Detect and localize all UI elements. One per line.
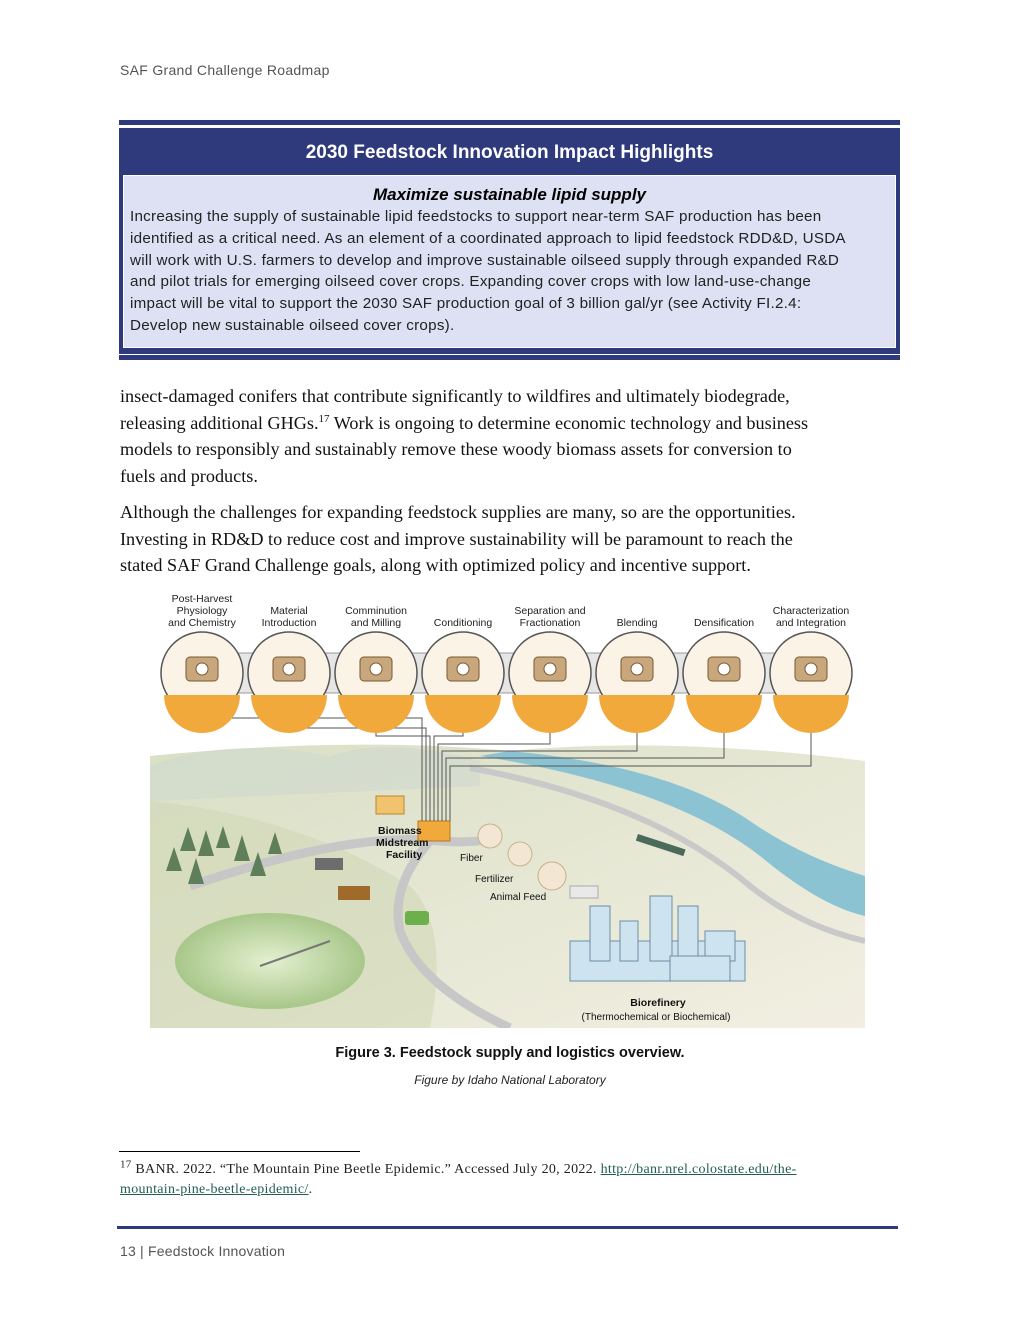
log-truck — [315, 858, 343, 870]
stage-label: Separation and — [514, 605, 586, 617]
callout-line: Develop new sustainable oilseed cover crops). — [130, 316, 455, 334]
process-stages — [161, 593, 852, 733]
footer-rule — [117, 1226, 898, 1229]
stage-base — [686, 695, 762, 733]
body-line: models to responsibly and sustainably remove these woody biomass assets for conversion to — [120, 439, 792, 459]
stage-label: Post-Harvest — [171, 593, 233, 605]
body-line: releasing additional GHGs.$^{17}$ Work is ongoing to determine economic technology and business — [120, 412, 809, 433]
body-line: fuels and products. — [120, 465, 258, 486]
midstream-label-line: Facility — [386, 849, 423, 861]
body-line: Investing in RD&D to reduce cost and improve sustainability will be paramount to reach the — [120, 528, 793, 549]
stage-base — [425, 695, 501, 733]
fiber-label: Fiber — [460, 853, 483, 864]
callout-body-text — [130, 206, 900, 337]
microscope-icon — [186, 657, 218, 681]
body-line: insect-damaged conifers that contribute significantly to wildfires and ultimately biodegrade, — [120, 386, 790, 406]
pellets-icon — [708, 657, 740, 681]
stage-5 — [596, 617, 678, 733]
feedstock-logistics-figure — [150, 586, 865, 1028]
stage-3 — [422, 617, 504, 733]
stage-label: and Chemistry — [168, 617, 236, 629]
stage-label: Fractionation — [519, 617, 581, 629]
storage-facility-icon — [376, 796, 404, 814]
footnote-ref[interactable]: 17 — [318, 412, 330, 425]
crop-truck — [405, 911, 429, 925]
callout-line: Increasing the supply of sustainable lipid feedstocks to support near-term SAF production has been — [130, 208, 822, 225]
fiber-icon — [478, 824, 502, 848]
blend-arrows-icon — [621, 657, 653, 681]
wood-chips-icon — [360, 657, 392, 681]
monitor-icon — [795, 657, 827, 681]
biorefinery-sublabel: (Thermochemical or Biochemical) — [581, 1012, 731, 1023]
midstream-label-line: Biomass — [378, 825, 422, 837]
stage-2 — [335, 605, 417, 733]
page-footer: 13 | Feedstock Innovation — [120, 1243, 286, 1259]
callout-line: will work with U.S. farmers to develop and improve sustainable oilseed supply through expanded R&D — [130, 251, 840, 269]
figure-credit: Figure by Idaho National Laboratory — [414, 1073, 606, 1087]
stage-label: Material — [270, 605, 308, 617]
animal-feed-icon — [538, 862, 566, 890]
callout-bottom-rule — [119, 355, 900, 360]
stage-base — [164, 695, 240, 733]
footnote-separator — [119, 1151, 360, 1152]
impact-highlights-callout — [119, 120, 900, 360]
midstream-label-line: Midstream — [376, 837, 429, 849]
footnote: $^{17}$ BANR. 2022. “The Mountain Pine Beetle Epidemic.” Accessed July 20, 2022. http://banr.nrel.colostate.edu/the- mountain-pine-beetle-epidemic/. — [120, 1158, 797, 1197]
stage-6 — [683, 617, 765, 733]
biorefinery-label: Biorefinery — [630, 997, 686, 1009]
callout-line: and pilot trials for emerging oilseed cover crops. Expanding cover crops with low land-use-change — [130, 273, 812, 291]
callout-line: identified as a critical need. As an element of a coordinated approach to lipid feedstock RDD&D, USDA — [130, 229, 846, 247]
footnote-number: 17 — [120, 1158, 132, 1171]
body-line: stated SAF Grand Challenge goals, along with optimized policy and incentive support. — [120, 555, 751, 575]
callout-title: 2030 Feedstock Innovation Impact Highlights — [305, 142, 714, 163]
press-icon — [447, 657, 479, 681]
body-line: Although the challenges for expanding feedstock supplies are many, so are the opportunities. — [120, 502, 796, 522]
stage-4 — [509, 605, 591, 733]
stage-7 — [770, 605, 852, 733]
stage-label: Densification — [693, 617, 755, 629]
stage-label: Blending — [616, 617, 658, 629]
stage-base — [512, 695, 588, 733]
figure-caption: Figure 3. Feedstock supply and logistics overview. — [335, 1045, 685, 1061]
stage-base — [773, 695, 849, 733]
stage-label: and Milling — [350, 617, 402, 629]
stage-1 — [248, 605, 330, 733]
barn-icon — [570, 886, 598, 898]
fertilizer-icon — [508, 842, 532, 866]
callout-subtitle: Maximize sustainable lipid supply — [372, 185, 646, 204]
callout-line: impact will be vital to support the 2030 SAF production goal of 3 billion gal/yr (see Activity FI.2.4: — [130, 295, 802, 313]
stage-label: Comminution — [345, 605, 407, 617]
running-header: SAF Grand Challenge Roadmap — [120, 62, 330, 78]
stage-base — [338, 695, 414, 733]
stage-base — [251, 695, 327, 733]
stage-label: Conditioning — [433, 617, 493, 629]
animal-feed-label: Animal Feed — [490, 892, 547, 903]
sieve-icon — [534, 657, 566, 681]
stage-base — [599, 695, 675, 733]
stage-label: Characterization — [772, 605, 850, 617]
stage-label: and Integration — [775, 617, 847, 629]
body-paragraph-2 — [120, 499, 895, 579]
stage-label: Physiology — [176, 605, 228, 617]
bin-icon — [273, 657, 305, 681]
footnote-link[interactable]: http://banr.nrel.colostate.edu/the- mountain-pine-beetle-epidemic/ — [120, 1162, 797, 1197]
callout-top-rule — [119, 120, 900, 125]
body-paragraph-1 — [120, 383, 895, 489]
stage-label: Introduction — [261, 617, 317, 629]
fertilizer-label: Fertilizer — [475, 874, 514, 885]
stage-0 — [161, 593, 243, 733]
footnote-text: BANR. 2022. “The Mountain Pine Beetle Epidemic.” Accessed July 20, 2022. — [135, 1162, 597, 1177]
log-pile — [338, 886, 370, 900]
feedstock-illustration — [150, 586, 865, 1028]
irrigation-field — [175, 913, 365, 1009]
